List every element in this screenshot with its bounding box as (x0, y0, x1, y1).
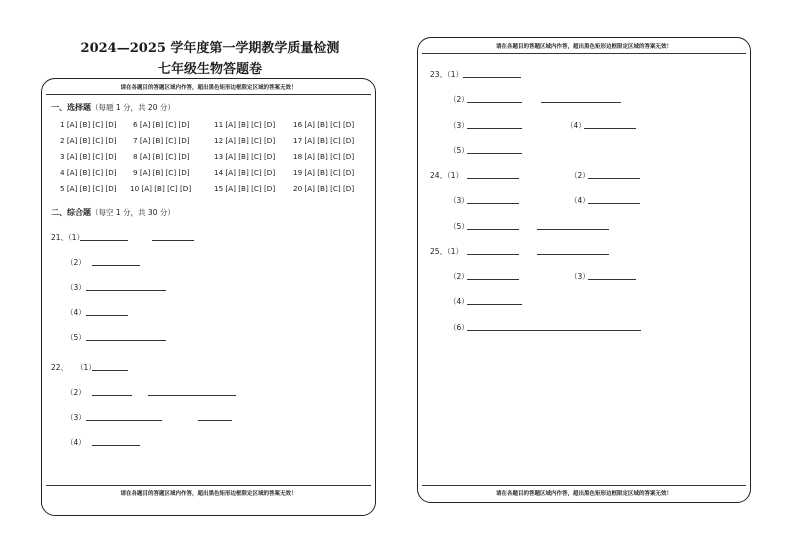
answer-blank-21-3[interactable] (86, 290, 166, 291)
answer-blank-22-4[interactable] (92, 445, 140, 446)
part-label-21-2: （2） (66, 258, 86, 267)
choice-item-9[interactable]: 9 [A] [B] [C] [D] (133, 168, 190, 177)
answer-blank-24-4[interactable] (588, 203, 640, 204)
left-top-notice: 请在各题目的答题区域内作答，超出黑色矩形边框限定区域的答案无效！ (120, 85, 297, 91)
choice-item-17[interactable]: 17 [A] [B] [C] [D] (293, 136, 355, 145)
left-bottom-divider (46, 485, 371, 486)
question-23-label: 23、（1） (430, 70, 464, 79)
question-24-label: 24、（1） (430, 171, 464, 180)
part-label-24-3: （3） (449, 196, 469, 205)
part-label-23-4: （4） (566, 121, 586, 130)
answer-blank-25-2[interactable] (467, 279, 519, 280)
choice-item-14[interactable]: 14 [A] [B] [C] [D] (214, 168, 276, 177)
answer-blank-23-5[interactable] (467, 153, 522, 154)
choice-item-7[interactable]: 7 [A] [B] [C] [D] (133, 136, 190, 145)
section-2-note: （每空 1 分，共 30 分） (91, 208, 175, 217)
choice-item-15[interactable]: 15 [A] [B] [C] [D] (214, 184, 276, 193)
answer-blank-25-6[interactable] (467, 330, 641, 331)
part-label-24-2: （2） (570, 171, 590, 180)
answer-blank-22-2a[interactable] (92, 395, 132, 396)
section-2-heading: 二、综合题 (51, 208, 91, 217)
answer-blank-22-1[interactable] (92, 370, 128, 371)
part-label-21-5: （5） (66, 333, 86, 342)
answer-blank-25-1a[interactable] (467, 254, 519, 255)
answer-blank-23-2b[interactable] (541, 102, 621, 103)
right-top-notice: 请在各题目的答题区域内作答，超出黑色矩形边框限定区域的答案无效！ (495, 44, 672, 50)
question-25-label: 25、（1） (430, 247, 464, 256)
part-label-25-4: （4） (449, 297, 469, 306)
part-label-21-3: （3） (66, 283, 86, 292)
part-label-22-3: （3） (66, 413, 86, 422)
answer-blank-24-5a[interactable] (467, 229, 519, 230)
part-label-25-3: （3） (570, 272, 590, 281)
choice-item-5[interactable]: 5 [A] [B] [C] [D] (60, 184, 117, 193)
choice-item-3[interactable]: 3 [A] [B] [C] [D] (60, 152, 117, 161)
section-multiple-choice-title (51, 102, 175, 113)
choice-item-20[interactable]: 20 [A] [B] [C] [D] (293, 184, 355, 193)
answer-blank-22-3a[interactable] (86, 420, 162, 421)
section-1-heading: 一、选择题 (51, 103, 91, 112)
choice-item-19[interactable]: 19 [A] [B] [C] [D] (293, 168, 355, 177)
answer-blank-21-1b[interactable] (152, 240, 194, 241)
choice-item-10[interactable]: 10 [A] [B] [C] [D] (130, 184, 192, 193)
choice-item-11[interactable]: 11 [A] [B] [C] [D] (214, 120, 276, 129)
choice-item-13[interactable]: 13 [A] [B] [C] [D] (214, 152, 276, 161)
part-label-25-2: （2） (449, 272, 469, 281)
answer-blank-25-4[interactable] (467, 304, 522, 305)
right-bottom-divider (422, 485, 746, 486)
answer-blank-24-5b[interactable] (537, 229, 609, 230)
choice-item-2[interactable]: 2 [A] [B] [C] [D] (60, 136, 117, 145)
choice-item-4[interactable]: 4 [A] [B] [C] [D] (60, 168, 117, 177)
left-top-divider (46, 94, 371, 95)
question-22-label: 22、 （1） (51, 363, 96, 372)
right-top-divider (422, 53, 746, 54)
answer-blank-23-3[interactable] (467, 128, 522, 129)
part-label-22-2: （2） (66, 388, 86, 397)
answer-blank-24-1[interactable] (467, 178, 519, 179)
part-label-25-6: （6） (449, 323, 469, 332)
answer-blank-22-3b[interactable] (198, 420, 232, 421)
page-subtitle: 七年级生物答题卷 (157, 62, 262, 77)
part-label-24-4: （4） (570, 196, 590, 205)
answer-blank-21-5[interactable] (86, 340, 166, 341)
choice-item-18[interactable]: 18 [A] [B] [C] [D] (293, 152, 355, 161)
answer-blank-21-2[interactable] (92, 265, 140, 266)
left-bottom-notice: 请在各题目的答题区域内作答，超出黑色矩形边框限定区域的答案无效！ (120, 491, 297, 497)
answer-blank-21-4[interactable] (86, 315, 128, 316)
part-label-23-2: （2） (449, 95, 469, 104)
part-label-21-4: （4） (66, 308, 86, 317)
answer-blank-23-2a[interactable] (467, 102, 522, 103)
right-answer-panel (417, 37, 751, 503)
answer-blank-24-2[interactable] (588, 178, 640, 179)
choice-item-6[interactable]: 6 [A] [B] [C] [D] (133, 120, 190, 129)
part-label-24-5: （5） (449, 222, 469, 231)
part-label-23-5: （5） (449, 146, 469, 155)
section-1-note: （每题 1 分，共 20 分） (91, 103, 175, 112)
part-label-23-3: （3） (449, 121, 469, 130)
answer-blank-25-1b[interactable] (537, 254, 609, 255)
right-bottom-notice: 请在各题目的答题区域内作答，超出黑色矩形边框限定区域的答案无效！ (495, 491, 672, 497)
answer-blank-22-2b[interactable] (148, 395, 236, 396)
answer-blank-21-1a[interactable] (80, 240, 128, 241)
choice-item-16[interactable]: 16 [A] [B] [C] [D] (293, 120, 355, 129)
answer-blank-24-3[interactable] (467, 203, 519, 204)
choice-item-1[interactable]: 1 [A] [B] [C] [D] (60, 120, 117, 129)
section-comprehensive-title (51, 207, 175, 218)
choice-item-8[interactable]: 8 [A] [B] [C] [D] (133, 152, 190, 161)
part-label-22-4: （4） (66, 438, 86, 447)
answer-blank-23-4[interactable] (584, 128, 636, 129)
question-21-label: 21、（1） (51, 233, 85, 242)
choice-item-12[interactable]: 12 [A] [B] [C] [D] (214, 136, 276, 145)
answer-blank-23-1[interactable] (463, 77, 521, 78)
answer-blank-25-3[interactable] (588, 279, 636, 280)
page-title: 2024—2025 学年度第一学期教学质量检测 (80, 41, 340, 56)
